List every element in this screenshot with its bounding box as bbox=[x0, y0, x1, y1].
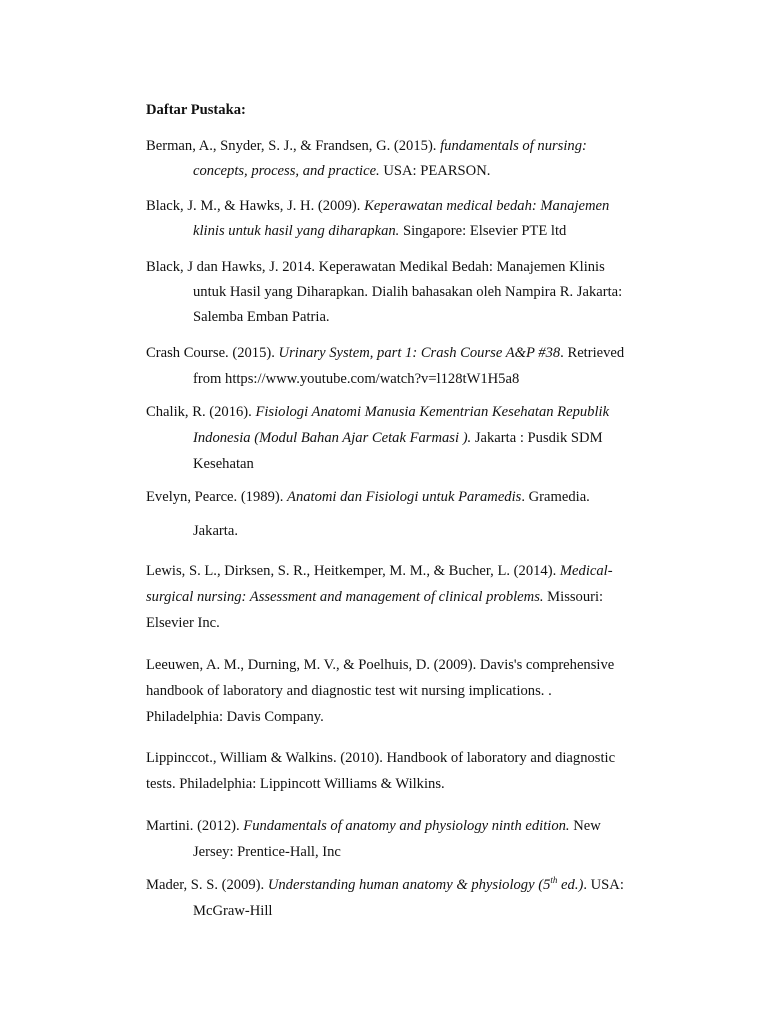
reference-line bbox=[146, 681, 552, 701]
reference-text: Jersey: Prentice-Hall, Inc bbox=[193, 844, 341, 860]
italic-title-text: Fisiologi Anatomi Manusia Kementrian Kesehatan Republik bbox=[255, 404, 610, 420]
reference-line bbox=[146, 748, 615, 768]
reference-text: handbook of laboratory and diagnostic test wit nursing implications. . bbox=[146, 683, 552, 699]
reference-line bbox=[146, 613, 220, 633]
reference-line bbox=[193, 521, 238, 541]
reference-text: Evelyn, Pearce. (1989). bbox=[146, 489, 288, 505]
reference-line bbox=[146, 487, 590, 507]
reference-text: Mader, S. S. (2009). bbox=[146, 877, 268, 893]
italic-title-text: fundamentals of nursing: bbox=[440, 138, 587, 154]
reference-text: untuk Hasil yang Diharapkan. Dialih bahasakan oleh Nampira R. Jakarta: bbox=[193, 284, 623, 300]
reference-text: Missouri: bbox=[543, 589, 604, 605]
reference-line bbox=[146, 707, 324, 727]
reference-text: Philadelphia: Davis Company. bbox=[146, 709, 324, 725]
reference-text: Black, J. M., & Hawks, J. H. (2009). bbox=[146, 198, 365, 214]
reference-text: Lewis, S. L., Dirksen, S. R., Heitkemper, M. M., & Bucher, L. (2014). bbox=[146, 563, 560, 579]
reference-text: New bbox=[569, 818, 601, 834]
reference-line bbox=[146, 561, 613, 581]
italic-title-text: concepts, process, and practice. bbox=[193, 163, 380, 179]
reference-line bbox=[146, 257, 605, 277]
reference-text: Berman, A., Snyder, S. J., & Frandsen, G. (2015). bbox=[146, 138, 441, 154]
italic-title-text: Medical- bbox=[559, 563, 613, 579]
reference-text: from https://www.youtube.com/watch?v=l128tW1H5a8 bbox=[193, 371, 520, 387]
reference-line bbox=[193, 161, 490, 181]
reference-line bbox=[146, 402, 609, 422]
italic-title-text: ed.) bbox=[557, 877, 584, 893]
reference-line bbox=[146, 875, 624, 895]
reference-line bbox=[146, 816, 601, 836]
italic-title-text: Fundamentals of anatomy and physiology ninth edition. bbox=[243, 818, 570, 834]
reference-text: . Retrieved bbox=[560, 345, 625, 361]
reference-text: . USA: bbox=[583, 877, 624, 893]
reference-text: Kesehatan bbox=[193, 456, 254, 472]
reference-text: Chalik, R. (2016). bbox=[146, 404, 256, 420]
reference-line bbox=[146, 343, 624, 363]
italic-title-text: klinis untuk hasil yang diharapkan. bbox=[193, 223, 400, 239]
reference-text: Black, J dan Hawks, J. 2014. Keperawatan Medikal Bedah: Manajemen Klinis bbox=[146, 259, 605, 275]
page-title: Daftar Pustaka: bbox=[146, 102, 246, 118]
reference-line bbox=[146, 774, 445, 794]
reference-text: Jakarta. bbox=[193, 523, 238, 539]
italic-title-text: Keperawatan medical bedah: Manajemen bbox=[364, 198, 610, 214]
reference-line bbox=[146, 136, 587, 156]
italic-title-text: Indonesia (Modul Bahan Ajar Cetak Farmasi ). bbox=[193, 430, 472, 446]
reference-line bbox=[193, 901, 272, 921]
reference-text: Lippinccot., William & Walkins. (2010). Handbook of laboratory and diagnostic bbox=[146, 750, 616, 766]
reference-text: Singapore: Elsevier PTE ltd bbox=[399, 223, 567, 239]
reference-text: Crash Course. (2015). bbox=[146, 345, 279, 361]
reference-text: Leeuwen, A. M., Durning, M. V., & Poelhuis, D. (2009). Davis's comprehensive bbox=[146, 657, 615, 673]
reference-line bbox=[193, 369, 519, 389]
reference-text: Martini. (2012). bbox=[146, 818, 244, 834]
italic-title-text: Urinary System, part 1: Crash Course A&P #38 bbox=[278, 345, 561, 361]
reference-text: McGraw-Hill bbox=[193, 903, 273, 919]
reference-text: tests. Philadelphia: Lippincott Williams & Wilkins. bbox=[146, 776, 445, 792]
reference-line bbox=[193, 454, 254, 474]
superscript-text: th bbox=[550, 875, 558, 886]
italic-title-text: Understanding human anatomy & physiology (5 bbox=[267, 877, 551, 893]
reference-line bbox=[193, 221, 566, 241]
reference-text: Jakarta : Pusdik SDM bbox=[471, 430, 603, 446]
italic-title-text: Anatomi dan Fisiologi untuk Paramedis bbox=[287, 489, 522, 505]
reference-line bbox=[146, 196, 609, 216]
reference-text: Elsevier Inc. bbox=[146, 615, 220, 631]
reference-line bbox=[193, 282, 622, 302]
reference-text: USA: PEARSON. bbox=[379, 163, 491, 179]
reference-line bbox=[146, 587, 603, 607]
reference-line bbox=[146, 655, 614, 675]
reference-line bbox=[193, 428, 603, 448]
italic-title-text: surgical nursing: Assessment and management of clinical problems. bbox=[146, 589, 544, 605]
reference-line bbox=[193, 842, 341, 862]
reference-text: . Gramedia. bbox=[521, 489, 590, 505]
reference-text: Salemba Emban Patria. bbox=[193, 309, 330, 325]
reference-line bbox=[193, 307, 330, 327]
